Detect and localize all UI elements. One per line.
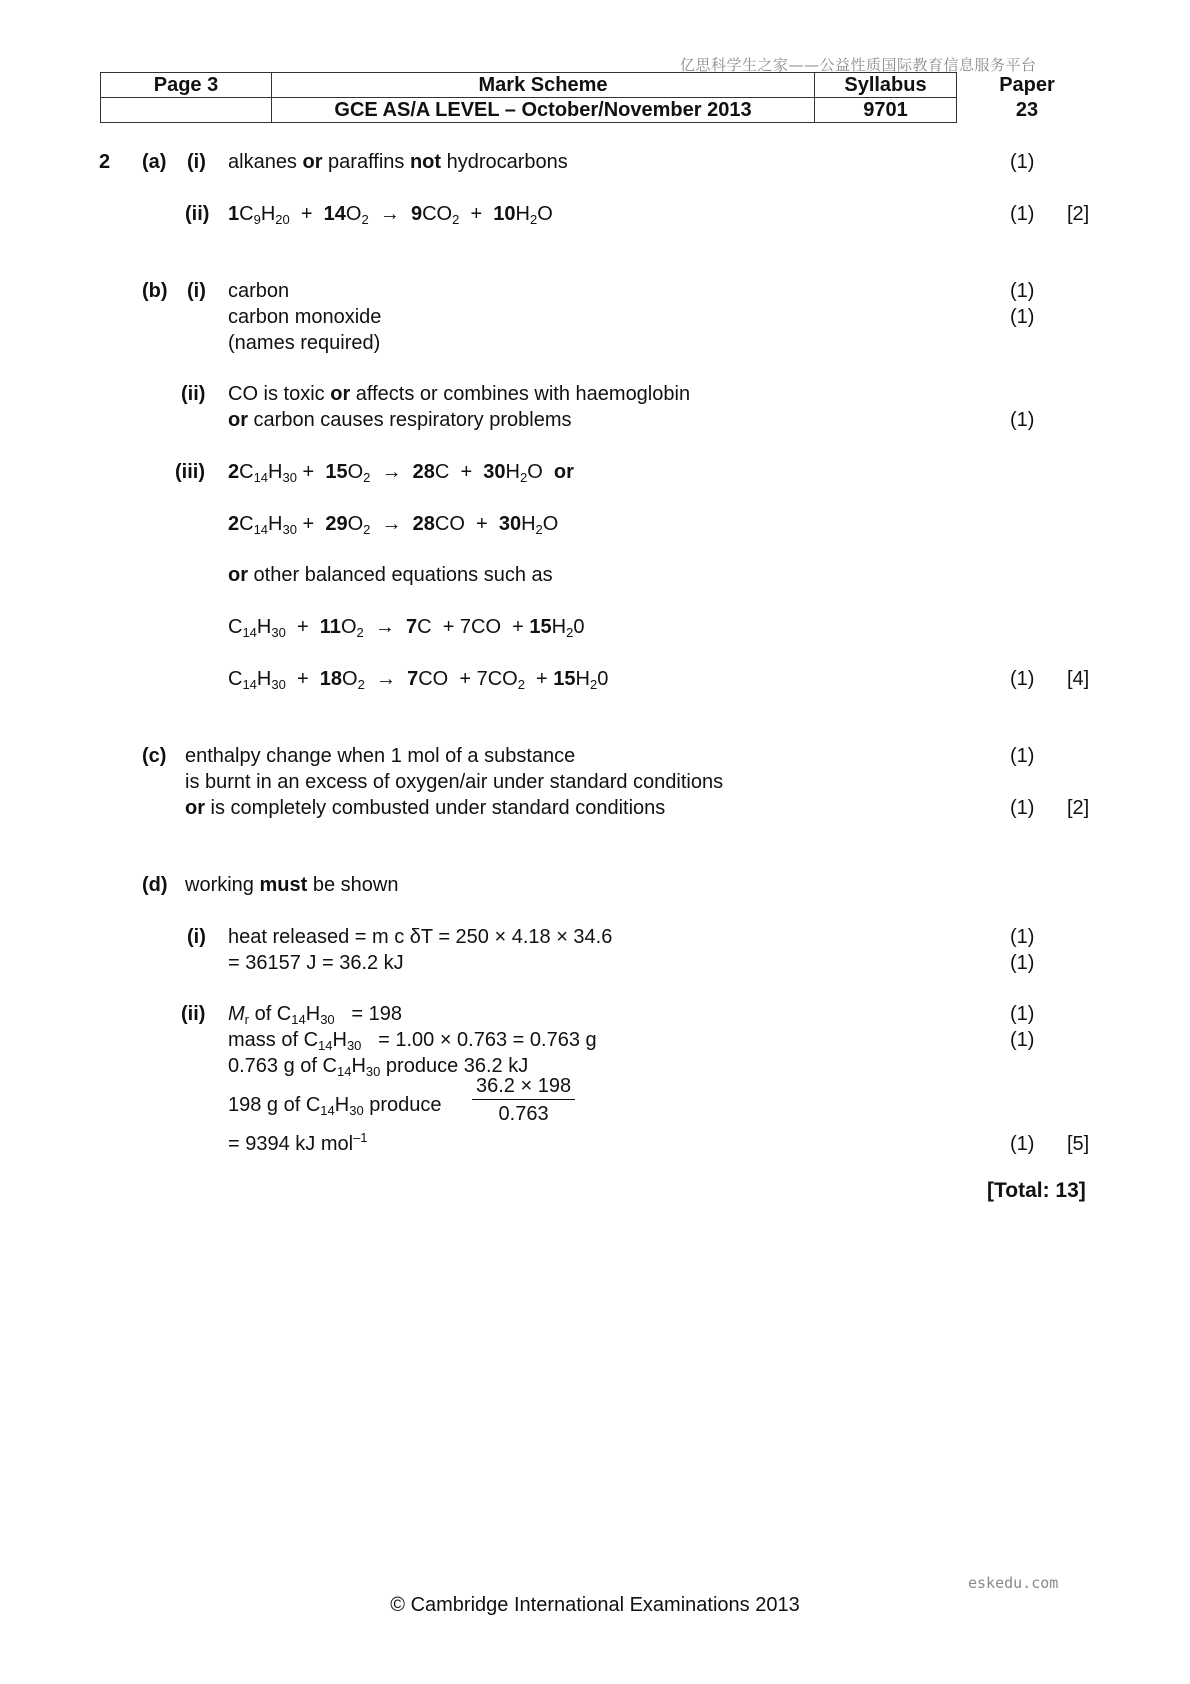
watermark-text: 亿思科学生之家——公益性质国际教育信息服务平台	[680, 56, 1037, 74]
mark: (1)	[1010, 1003, 1035, 1025]
mark: (1)	[1010, 668, 1035, 690]
mark: (1)	[1010, 409, 1035, 431]
fraction-denominator: 0.763	[498, 1103, 549, 1125]
site-watermark: eskedu.com	[968, 1574, 1059, 1592]
sub-ii-label: (ii)	[181, 383, 206, 405]
equation-b-iii-3: $C_{14}H_{30} + 11O_2 \to 7C + 7CO + 15H_20$	[228, 616, 585, 640]
mark: (1)	[1010, 926, 1035, 948]
mark: (1)	[1010, 151, 1035, 173]
mark: (1)	[1010, 280, 1035, 302]
answer-b-ii-2: or carbon causes respiratory problems	[228, 409, 572, 431]
header-exam: GCE AS/A LEVEL – October/November 2013	[272, 98, 815, 123]
part-b-label: (b)	[142, 280, 168, 302]
question-number: 2	[99, 151, 111, 173]
copyright-footer: © Cambridge International Examinations 2013	[390, 1594, 800, 1616]
answer-d-i-1: heat released = m c δT = 250 × 4.18 × 34.6	[228, 926, 613, 948]
answer-d-ii-1: $M_r$ of $C_{14}H_{30} = 198$	[228, 1003, 402, 1027]
answer-b-iii-note: or other balanced equations such as	[228, 564, 553, 586]
answer-d-ii-5: = 9394 kJ mol$^{-1}$	[228, 1130, 368, 1155]
answer-d-intro: working must be shown	[185, 874, 399, 896]
part-total: [2]	[1067, 797, 1090, 819]
answer-d-ii-3: 0.763 g of $C_{14}H_{30}$ produce 36.2 kJ	[228, 1055, 529, 1079]
answer-c-2: is burnt in an excess of oxygen/air under standard conditions	[185, 771, 724, 793]
equation-a-ii: $1C_9H_{20} + 14O_2 \to 9CO_2 + 10H_2O$	[228, 203, 553, 227]
answer-a-i: alkanes or paraffins not hydrocarbons	[228, 151, 568, 173]
answer-b-i-1: carbon	[228, 280, 290, 302]
mark: (1)	[1010, 1029, 1035, 1051]
header-syllabus-code: 9701	[815, 98, 957, 123]
answer-d-i-2: = 36157 J = 36.2 kJ	[228, 952, 404, 974]
mark: (1)	[1010, 306, 1035, 328]
mark: (1)	[1010, 203, 1035, 225]
sub-iii-label: (iii)	[175, 461, 205, 483]
fraction-numerator: 36.2 × 198	[472, 1073, 575, 1100]
mark: (1)	[1010, 745, 1035, 767]
sub-ii-label: (ii)	[185, 203, 210, 225]
header-paper: Paper	[957, 73, 1098, 98]
answer-d-ii-4: 198 g of $C_{14}H_{30}$ produce	[228, 1094, 442, 1118]
answer-c-3: or is completely combusted under standard conditions	[185, 797, 666, 819]
sub-i-label: (i)	[187, 151, 206, 173]
equation-b-iii-4: $C_{14}H_{30} + 18O_2 \to 7CO + 7CO_2 + 15H_20$	[228, 668, 609, 692]
answer-b-ii-1: CO is toxic or affects or combines with haemoglobin	[228, 383, 691, 405]
part-total: [4]	[1067, 668, 1090, 690]
header-mark-scheme: Mark Scheme	[272, 73, 815, 98]
header-syllabus: Syllabus	[815, 73, 957, 98]
part-a-label: (a)	[142, 151, 167, 173]
answer-d-ii-2: mass of $C_{14}H_{30} = 1.00 \times 0.763 = 0.763$ g	[228, 1029, 597, 1053]
part-d-label: (d)	[142, 874, 168, 896]
header-paper-number: 23	[957, 98, 1098, 123]
equation-b-iii-1: $2C_{14}H_{30} + 15O_2 \to 28C + 30H_2O$ or	[228, 461, 574, 485]
mark: (1)	[1010, 1133, 1035, 1155]
sub-ii-label: (ii)	[181, 1003, 206, 1025]
fraction	[472, 1073, 575, 1128]
header-empty-cell	[101, 98, 272, 123]
header-page: Page 3	[101, 73, 272, 98]
question-total: [Total: 13]	[987, 1179, 1086, 1202]
part-total: [5]	[1067, 1133, 1090, 1155]
answer-b-i-2: carbon monoxide	[228, 306, 382, 328]
sub-i-label: (i)	[187, 926, 206, 948]
mark: (1)	[1010, 952, 1035, 974]
sub-i-label: (i)	[187, 280, 206, 302]
header-table	[100, 72, 1097, 123]
answer-c-1: enthalpy change when 1 mol of a substance	[185, 745, 576, 767]
part-c-label: (c)	[142, 745, 167, 767]
mark: (1)	[1010, 797, 1035, 819]
part-total: [2]	[1067, 203, 1090, 225]
answer-b-i-3: (names required)	[228, 332, 381, 354]
equation-b-iii-2: $2C_{14}H_{30} + 29O_2 \to 28CO + 30H_2O$	[228, 513, 559, 537]
